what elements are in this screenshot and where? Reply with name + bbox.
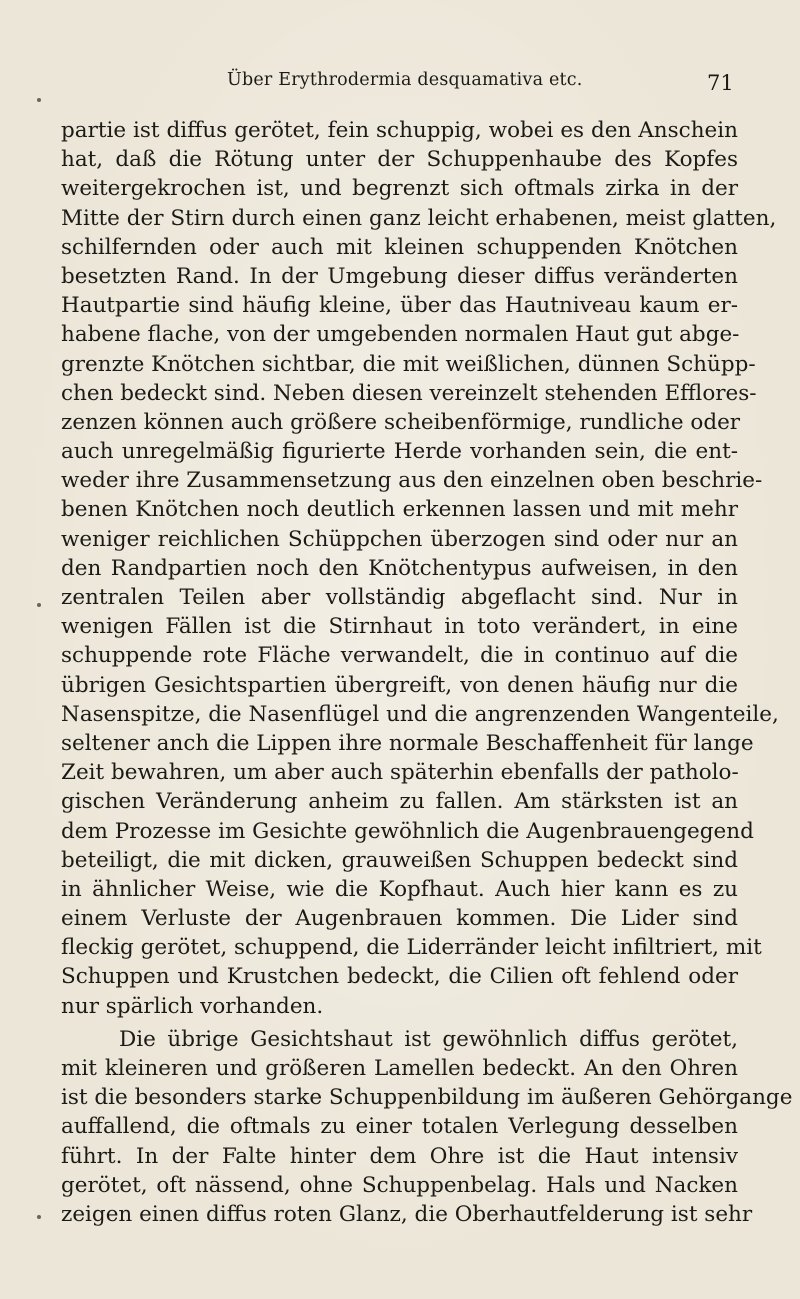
page-number: 71: [707, 71, 734, 95]
text-line: mit kleineren und größeren Lamellen bedeckt. An den Ohren: [61, 1056, 738, 1081]
text-line: Mitte der Stirn durch einen ganz leicht erhabenen, meist glatten,: [61, 205, 777, 231]
text-line: einem Verluste der Augenbrauen kommen. Die Lider sind: [61, 906, 738, 932]
text-line: schilfernden oder auch mit kleinen schuppenden Knötchen: [61, 234, 738, 260]
text-line: führt. In der Falte hinter dem Ohre ist die Haut intensiv: [61, 1143, 738, 1169]
text-line: beteiligt, die mit dicken, grauweißen Schuppen bedeckt sind: [61, 847, 738, 873]
text-line: habene flache, von der umgebenden normalen Haut gut abge-: [61, 322, 740, 348]
text-line: Zeit bewahren, um aber auch späterhin ebenfalls der patholo-: [61, 760, 739, 786]
text-line: zentralen Teilen aber vollständig abgeflacht sind. Nur in: [61, 585, 738, 610]
margin-speck: [37, 603, 41, 607]
text-line: chen bedeckt sind. Neben diesen vereinzelt stehenden Efflores-: [61, 380, 757, 406]
text-line: in ähnlicher Weise, wie die Kopfhaut. Auch hier kann es zu: [61, 876, 738, 902]
text-line: gerötet, oft nässend, ohne Schuppenbelag. Hals und Nacken: [61, 1172, 738, 1198]
body-text: [61, 116, 793, 1229]
text-line: weniger reichlichen Schüppchen überzogen sind oder nur an: [61, 526, 738, 552]
text-line: Die übrige Gesichtshaut ist gewöhnlich diffus gerötet,: [119, 1026, 738, 1052]
text-line: weitergekrochen ist, und begrenzt sich oftmals zirka in der: [61, 176, 738, 202]
text-line: den Randpartien noch den Knötchentypus aufweisen, in den: [61, 555, 738, 581]
margin-speck: [37, 1215, 41, 1219]
text-line: gischen Veränderung anheim zu fallen. Am stärksten ist an: [61, 789, 738, 815]
text-line: auffallend, die oftmals zu einer totalen Verlegung desselben: [61, 1114, 738, 1140]
text-line: auch unregelmäßig figurierte Herde vorhanden sein, die ent-: [61, 439, 738, 465]
text-line: ist die besonders starke Schuppenbildung im äußeren Gehörgange: [61, 1085, 793, 1111]
text-line: Schuppen und Krustchen bedeckt, die Cilien oft fehlend oder: [61, 964, 738, 990]
text-line: weder ihre Zusammensetzung aus den einzelnen oben beschrie-: [61, 468, 763, 494]
text-line: hat, daß die Rötung unter der Schuppenhaube des Kopfes: [61, 147, 738, 173]
text-line: nur spärlich vorhanden.: [61, 993, 324, 1019]
text-line: Nasenspitze, die Nasenflügel und die angrenzenden Wangenteile,: [61, 701, 779, 727]
text-line: benen Knötchen noch deutlich erkennen lassen und mit mehr: [61, 497, 738, 523]
text-line: fleckig gerötet, schuppend, die Liderränder leicht infiltriert, mit: [61, 935, 762, 961]
text-line: wenigen Fällen ist die Stirnhaut in toto verändert, in eine: [61, 614, 738, 640]
text-line: Hautpartie sind häufig kleine, über das Hautniveau kaum er-: [61, 293, 738, 319]
paragraph-2: [61, 1025, 793, 1229]
text-line: zenzen können auch größere scheibenförmige, rundliche oder: [61, 409, 741, 435]
text-line: partie ist diffus gerötet, fein schuppig, wobei es den Anschein: [61, 118, 738, 143]
text-line: zeigen einen diffus roten Glanz, die Oberhautfelderung ist sehr: [61, 1201, 753, 1227]
text-line: schuppende rote Fläche verwandelt, die in continuo auf die: [61, 643, 738, 669]
running-title: Über Erythrodermia desquamativa etc.: [227, 70, 583, 90]
running-head: [0, 70, 800, 100]
text-line: übrigen Gesichtspartien übergreift, von denen häufig nur die: [61, 672, 738, 698]
text-line: seltener anch die Lippen ihre normale Beschaffenheit für lange: [61, 730, 754, 756]
text-line: besetzten Rand. In der Umgebung dieser diffus veränderten: [61, 263, 738, 289]
text-line: grenzte Knötchen sichtbar, die mit weißlichen, dünnen Schüpp-: [61, 351, 756, 377]
text-line: dem Prozesse im Gesichte gewöhnlich die Augenbrauengegend: [61, 818, 754, 844]
paragraph-1: [61, 116, 779, 1021]
